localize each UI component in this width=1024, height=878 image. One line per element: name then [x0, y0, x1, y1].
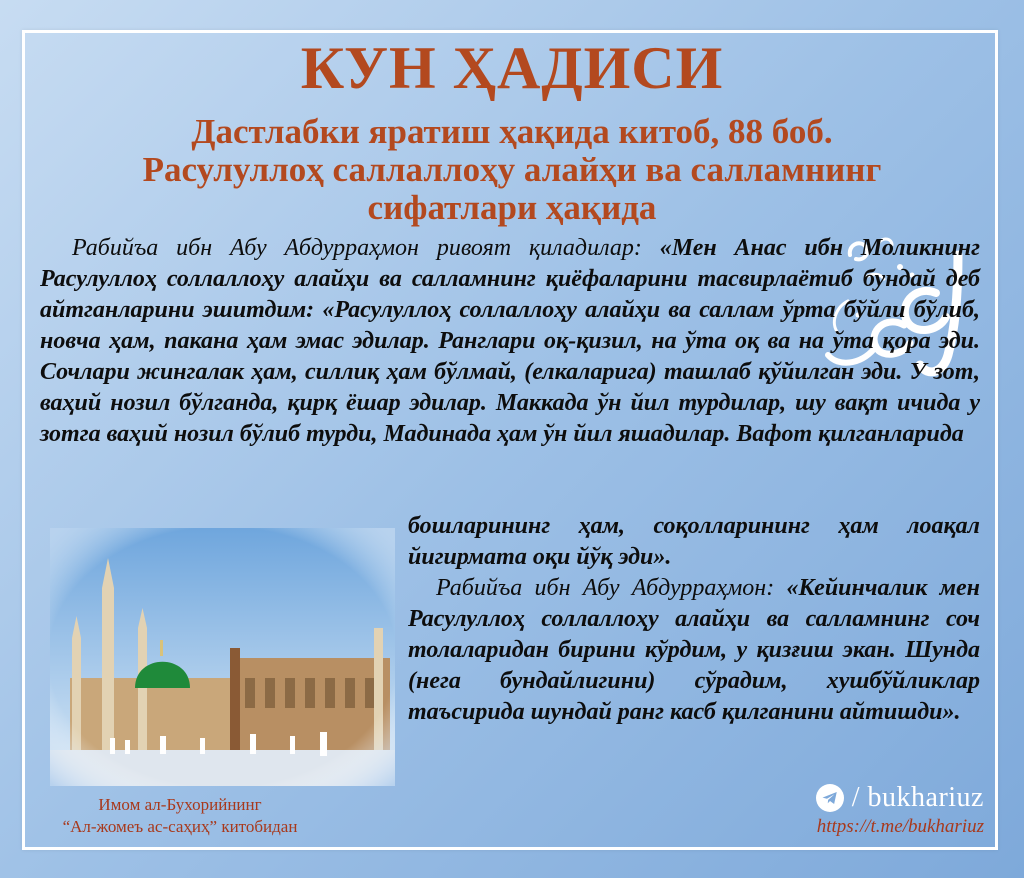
hadith-paragraph-1 — [40, 233, 980, 450]
source-caption — [40, 794, 320, 838]
channel-name: / bukhariuz — [851, 782, 984, 813]
telegram-icon — [816, 784, 844, 812]
hadith-quote: «Кейинчалик мен Расулуллоҳ соллаллоҳу алайҳи ва салламнинг соч толаларидан бирини кўрдим, у қизғиш экан. Шунда (нега бундайлигини) сўрадим, хушбўйликлар таъсирида шундай ранг касб қилганини айтишди». — [408, 575, 980, 725]
caption-line: Имом ал-Бухорийнинг — [98, 795, 262, 814]
channel-link[interactable]: https://t.me/bukhariuz — [816, 816, 984, 837]
mosque-photo — [50, 528, 395, 786]
caption-line: “Ал-жомеъ ас-саҳиҳ” китобидан — [62, 817, 298, 836]
subtitle-line: Расулуллоҳ саллаллоҳу алайҳи ва салламнинг — [142, 150, 882, 189]
hadith-paragraph-2 — [408, 511, 980, 728]
hadith-quote: «Мен Анас ибн Моликнинг Расулуллоҳ соллаллоҳу алайҳи ва салламнинг қиёфаларини тасвирлаётиб бундай деб айтганларини эшитдим: «Расулуллоҳ соллаллоҳу алайҳи ва саллам ўрта бўйли бўлиб, новча ҳам, пакана ҳам эмас эдилар. Ранглари оқ-қизил, на ўта оқ ва на ўта қора эди. Сочлари жингалак ҳам, силлиқ ҳам бўлмай, (елкаларига) ташлаб қўйилган эди. У зот, ваҳий нозил бўлганда, қирқ ёшар эдилар. Маккада ўн йил турдилар, шу вақт ичида у зотга ваҳий нозил бўлиб турди, Мадинада ҳам ўн йил яшадилар. Вафот қилганларида — [40, 235, 980, 447]
subtitle-line: Дастлабки яратиш ҳақида китоб, 88 боб. — [191, 112, 833, 151]
channel-brand — [816, 782, 984, 838]
subtitle-line: сифатлари ҳақида — [367, 188, 657, 227]
page-title: КУН ҲАДИСИ — [300, 35, 724, 101]
subtitle — [90, 113, 934, 227]
narrator-intro: Рабийъа ибн Абу Абдурраҳмон: — [436, 575, 787, 601]
narrator-intro: Рабийъа ибн Абу Абдурраҳмон ривоят қиладилар: — [72, 235, 660, 261]
hadith-quote-end: бошларининг ҳам, соқолларининг ҳам лоақал йигирмата оқи йўқ эди». — [408, 513, 980, 570]
